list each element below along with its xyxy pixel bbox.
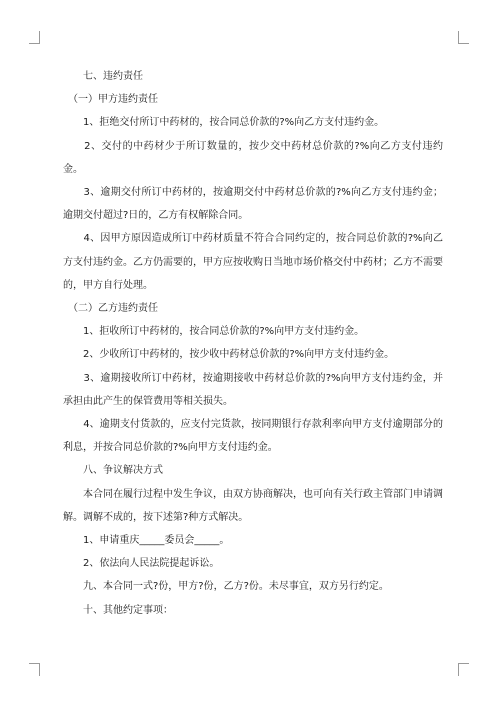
clause-a-2: 2、交付的中药材少于所订数量的，按少交中药材总价款的?%向乙方支付违约金。	[63, 140, 443, 175]
dispute-option-2: 2、依法向人民法院提起诉讼。	[63, 558, 220, 570]
crop-mark-bottom-right	[458, 663, 469, 676]
clause-b-1: 1、拒收所订中药材的，按合同总价款的?%向甲方支付违约金。	[63, 326, 365, 338]
section-heading-breach: 七、违约责任	[63, 71, 143, 82]
dispute-paragraph: 本合同在履行过程中发生争议，由双方协商解决，也可向有关行政主管部门申请调解。调解不成的，按下述第?种方式解决。	[63, 488, 443, 523]
clause-a-3: 3、逾期交付所订中药材的，按逾期交付中药材总价款的?%向乙方支付违约金；逾期交付超过?日的，乙方有权解除合同。	[63, 187, 443, 222]
section-heading-other: 十、其他约定事项：	[63, 604, 173, 616]
crop-mark-top-left	[29, 31, 40, 44]
crop-mark-top-right	[458, 31, 469, 44]
clause-b-4: 4、逾期支付货款的，应支付完货款，按同期银行存款利率向甲方支付逾期部分的利息，并按合同总价款的?%向甲方支付违约金。	[63, 419, 443, 454]
dispute-option-1: 1、申请重庆_____委员会_____。	[63, 535, 230, 547]
section-heading-copies: 九、本合同一式?份，甲方?份，乙方?份。未尽事宜，双方另行约定。	[63, 581, 389, 593]
clause-b-3: 3、逾期接收所订中药材，按逾期接收中药材总价款的?%向甲方支付违约金，并承担由此产生的保管费用等相关损失。	[63, 372, 443, 407]
subsection-heading-party-a: （一）甲方违约责任	[63, 94, 158, 106]
subsection-heading-party-b: （二）乙方违约责任	[63, 303, 158, 315]
section-heading-dispute: 八、争议解决方式	[63, 465, 163, 477]
document-body	[63, 65, 443, 622]
clause-a-4: 4、因甲方原因造成所订中药材质量不符合合同约定的，按合同总价款的?%向乙方支付违约金。乙方仍需要的，甲方应按收购日当地市场价格交付中药材；乙方不需要的，甲方自行处理。	[63, 233, 443, 291]
crop-mark-bottom-left	[29, 663, 40, 676]
clause-a-1: 1、拒绝交付所订中药材的，按合同总价款的?%向乙方支付违约金。	[63, 117, 385, 129]
clause-b-2: 2、少收所订中药材的，按少收中药材总价款的?%向甲方支付违约金。	[63, 349, 395, 361]
